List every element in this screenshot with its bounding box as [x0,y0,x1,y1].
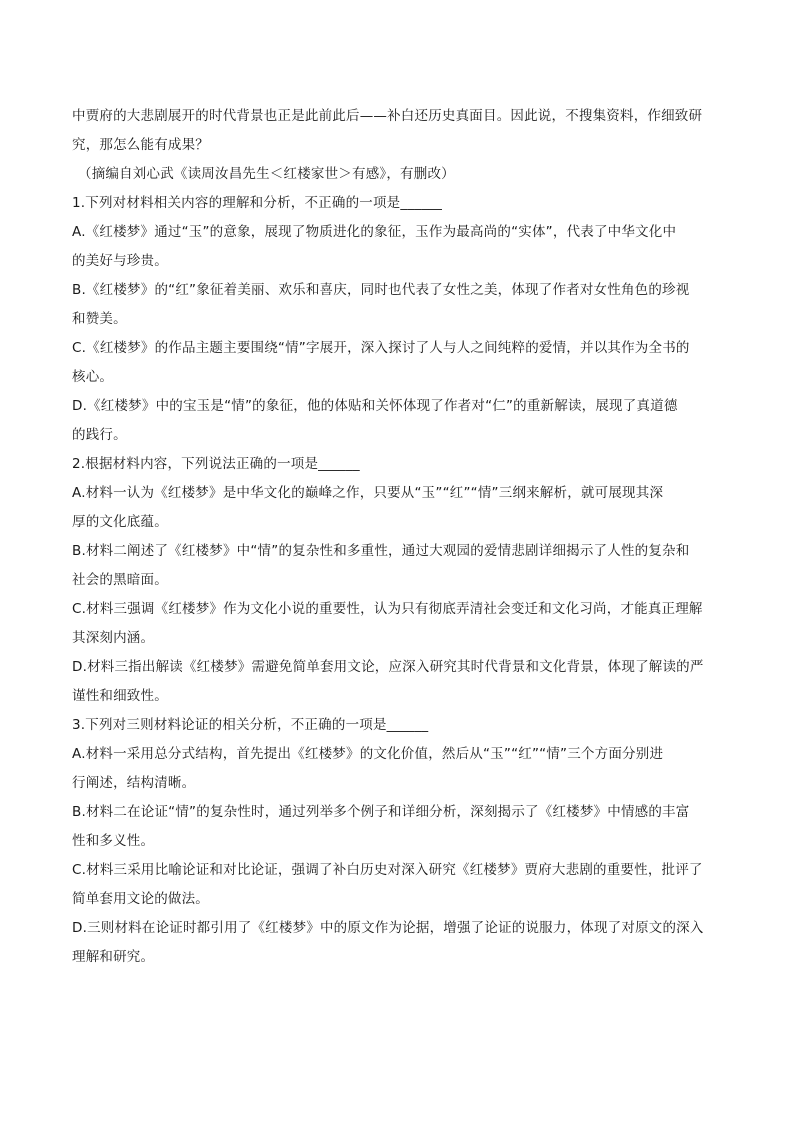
question-3-option-d: D.三则材料在论证时都引用了《红楼梦》中的原文作为论据，增强了论证的说服力，体现了对原文的深入 [72,920,704,936]
question-2: 2.根据材料内容，下列说法正确的一项是______ [72,456,360,472]
question-3-option-b: B.材料二在论证“情”的复杂性时，通过列举多个例子和详细分析，深刻揭示了《红楼梦》中情感的丰富 [72,804,690,820]
question-3-option-c: C.材料三采用比喻论证和对比论证，强调了补白历史对深入研究《红楼梦》贾府大悲剧的重要性，批评了 [72,862,703,878]
question-2-option-d-cont: 谨性和细致性。 [72,688,168,704]
question-3: 3.下列对三则材料论证的相关分析，不正确的一项是______ [72,717,429,733]
question-1-option-d-cont: 的践行。 [72,427,127,443]
question-1: 1.下列对材料相关内容的理解和分析，不正确的一项是______ [72,195,443,211]
question-1-option-c: C.《红楼梦》的作品主题主要围绕“情”字展开，深入探讨了人与人之间纯粹的爱情，并以其作为全书的 [72,340,690,356]
text-line: 中贾府的大悲剧展开的时代背景也正是此前此后——补白还历史真面目。因此说，不搜集资料，作细致研 [72,108,703,124]
question-2-option-a: A.材料一认为《红楼梦》是中华文化的巅峰之作，只要从“玉”“红”“情”三纲来解析，就可展现其深 [72,485,664,501]
question-3-option-a-cont: 行阐述，结构清晰。 [72,775,196,791]
question-3-option-c-cont: 简单套用文论的做法。 [72,891,209,907]
question-1-option-d: D.《红楼梦》中的宝玉是“情”的象征，他的体贴和关怀体现了作者对“仁”的重新解读，展现了真道德 [72,398,678,414]
question-2-option-c-cont: 其深刻内涵。 [72,630,155,646]
question-3-option-d-cont: 理解和研究。 [72,949,155,965]
question-2-option-d: D.材料三指出解读《红楼梦》需避免简单套用文论，应深入研究其时代背景和文化背景，体现了解读的严 [72,659,704,675]
question-1-option-b-cont: 和赞美。 [72,311,127,327]
question-3-option-b-cont: 性和多义性。 [72,833,155,849]
text-line: 究，那怎么能有成果？ [72,137,209,153]
question-2-option-c: C.材料三强调《红楼梦》作为文化小说的重要性，认为只有彻底弄清社会变迁和文化习尚，才能真正理解 [72,601,703,617]
question-2-option-a-cont: 厚的文化底蕴。 [72,514,168,530]
question-2-option-b: B.材料二阐述了《红楼梦》中“情”的复杂性和多重性，通过大观园的爱情悲剧详细揭示了人性的复杂和 [72,543,690,559]
question-2-option-b-cont: 社会的黑暗面。 [72,572,168,588]
question-3-option-a: A.材料一采用总分式结构，首先提出《红楼梦》的文化价值，然后从“玉”“红”“情”三个方面分别进 [72,746,664,762]
question-1-option-b: B.《红楼梦》的“红”象征着美丽、欢乐和喜庆，同时也代表了女性之美，体现了作者对女性角色的珍视 [72,282,690,298]
question-1-option-a: A.《红楼梦》通过“玉”的意象，展现了物质进化的象征，玉作为最高尚的“实体”，代表了中华文化中 [72,224,677,240]
question-1-option-c-cont: 核心。 [72,369,114,385]
source-citation: （摘编自刘心武《读周汝昌先生＜红楼家世＞有感》，有删改） [78,166,455,182]
question-1-option-a-cont: 的美好与珍贵。 [72,253,168,269]
